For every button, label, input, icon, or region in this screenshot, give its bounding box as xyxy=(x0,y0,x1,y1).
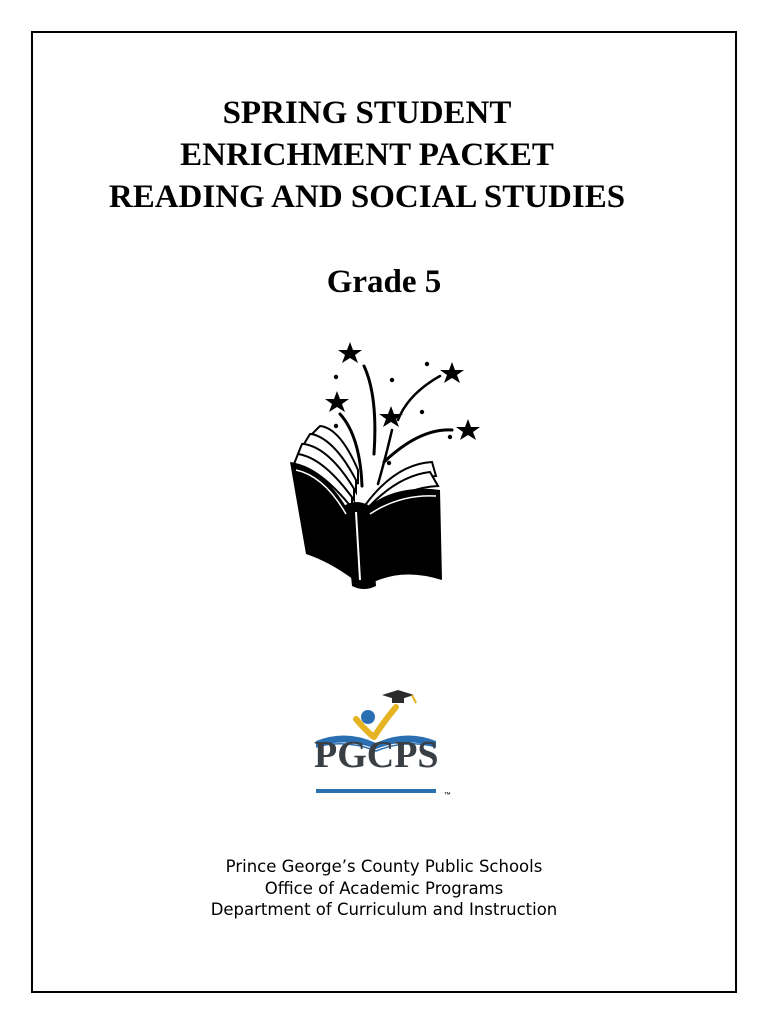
logo-text: PGCPS xyxy=(314,734,439,776)
packet-title xyxy=(0,92,734,218)
organization-info xyxy=(0,856,768,921)
title-line-3: READING AND SOCIAL STUDIES xyxy=(108,179,626,215)
footer-line-2: Office of Academic Programs xyxy=(264,878,504,898)
footer-line-3: Department of Curriculum and Instruction xyxy=(210,900,558,919)
footer-line-1: Prince George’s County Public Schools xyxy=(225,857,543,876)
grade-label: Grade 5 xyxy=(326,264,442,300)
title-line-1: SPRING STUDENT xyxy=(222,95,512,131)
pgcps-logo xyxy=(312,685,462,805)
trademark-symbol: ™ xyxy=(444,792,451,799)
title-line-2: ENRICHMENT PACKET xyxy=(180,137,554,173)
open-book-with-stars-icon xyxy=(280,336,486,590)
